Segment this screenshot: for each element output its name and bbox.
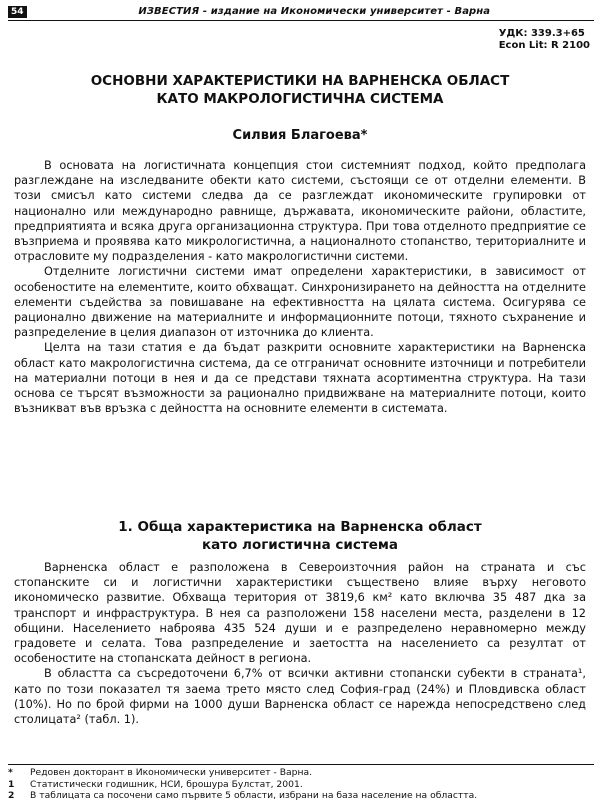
section-heading bbox=[30, 518, 570, 554]
section-text bbox=[14, 560, 586, 727]
paragraph: Отделните логистични системи имат определени характеристики, в зависимост от особеностите на елементите, които обхващат. Синхронизирането на дейността на отделните елементи съдейства за повишаване на ефективността на цялата система. Осигурява се рационално движение на материалните и информационните потоци, тяхното съхранение и разпределение в целия диапазон от източника до клиента. bbox=[14, 265, 586, 340]
paragraph: Целта на тази статия е да бъдат разкрити основните характеристики на Варненска област като макрологистична система, да се отграничат основните източници и потребители на материални потоци в нея и да се представи тяхната асортиментна структура. На тази основа се търсят възможности за рационално придвижване на материалните потоци, които възникват във връзка с дейността на основните елементи в системата. bbox=[14, 341, 586, 416]
running-header bbox=[8, 3, 594, 21]
footnote-mark: * bbox=[8, 767, 13, 778]
section-heading-line-1: 1. Обща характеристика на Варненска област bbox=[118, 519, 482, 535]
footnote-text: Статистически годишник, НСИ, брошура Булстат, 2001. bbox=[30, 778, 303, 790]
footnote-text: Редовен докторант в Икономически университет - Варна. bbox=[30, 767, 313, 778]
classification-codes bbox=[499, 28, 590, 52]
footnote-text: В таблицата са посочени само първите 5 области, избрани на база население на областта. bbox=[30, 790, 478, 801]
footnote bbox=[8, 767, 594, 779]
udk-code: УДК: 339.3+65 bbox=[498, 28, 585, 39]
econlit-code: Econ Lit: R 2100 bbox=[498, 40, 590, 51]
title-line-1: ОСНОВНИ ХАРАКТЕРИСТИКИ НА ВАРНЕНСКА ОБЛАСТ bbox=[90, 73, 510, 89]
footnote-mark: 1 bbox=[8, 778, 15, 790]
footnote bbox=[8, 779, 594, 791]
author-name: Силвия Благоева* bbox=[232, 128, 368, 143]
paragraph: В основата на логистичната концепция стои системният подход, който предполага разглеждане на изследваните обекти като системи, състоящи се от отделни елементи. В този смисъл като системи следва да се разглеждат икономическите групировки от национално или международно равнище, държавата, икономическите райони, областите, предприятията и всяка друга организационна структура. При това отделното предприятие се възприема и проявява като микрологистична, а националното стопанство, териториалните и отрасловите му подразделения - като макрологистични системи. bbox=[14, 159, 586, 264]
section-heading-line-2: като логистична система bbox=[201, 537, 399, 553]
page-number: 54 bbox=[8, 6, 27, 18]
footnotes bbox=[8, 764, 594, 802]
paragraph: Варненска област е разположена в Североизточния район на страната и със стопанските си и логистични характеристики съществено влияе върху неговото икономическо развитие. Обхваща територия от 3819,6 км² като включва 35 487 дка за транспорт и инфраструктура. В нея са разположени 158 населени места, разделени в 12 общини. Населението наброява 435 524 души и е разпределено неравномерно между градовете и селата. Това разпределение и заетостта на населението са резултат от особеностите на стопанската дейност в региона. bbox=[14, 561, 586, 666]
article-title bbox=[30, 72, 570, 108]
journal-title: ИЗВЕСТИЯ - издание на Икономически университет - Варна bbox=[138, 6, 491, 17]
footnote-mark: 2 bbox=[8, 790, 15, 801]
intro-text bbox=[14, 158, 586, 416]
paragraph: В областта са съсредоточени 6,7% от всички активни стопански субекти в страната¹, като по този показател тя заема трето място след София-град (24%) и Пловдивска област (10%). Но по брой фирми на 1000 души Варненска област се нарежда непосредствено след столицата² (табл. 1). bbox=[14, 667, 586, 727]
title-line-2: КАТО МАКРОЛОГИСТИЧНА СИСТЕМА bbox=[156, 91, 444, 107]
